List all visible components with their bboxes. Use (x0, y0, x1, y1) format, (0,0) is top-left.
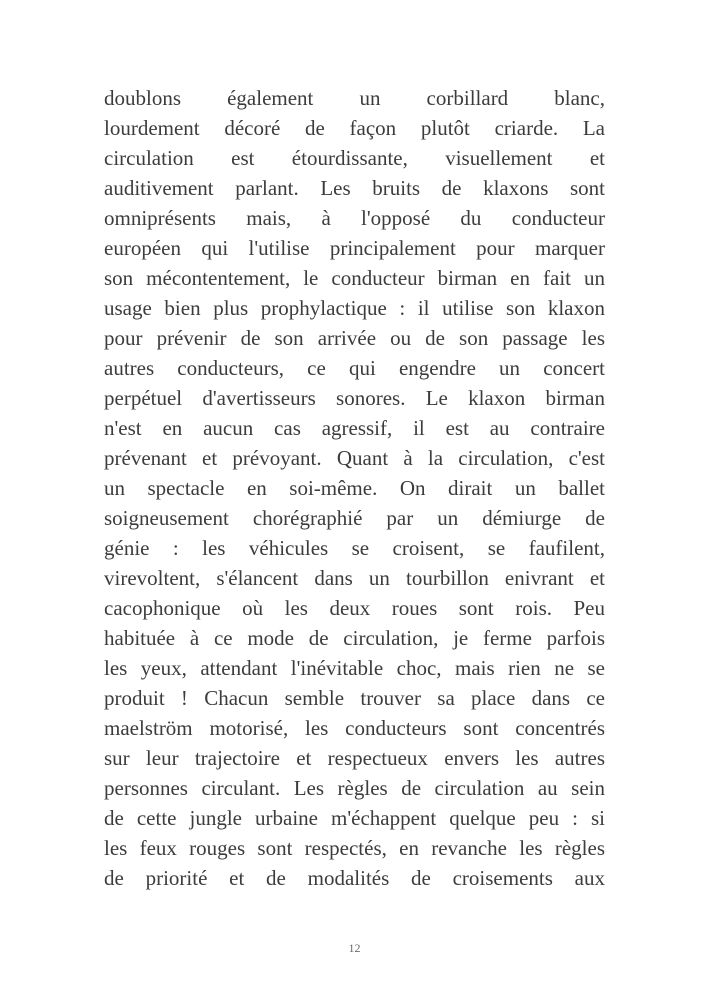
text-line: les feux rouges sont respectés, en revanche les règles (104, 836, 605, 860)
text-line: doublons également un corbillard blanc, (104, 86, 605, 110)
text-line: européen qui l'utilise principalement pour marquer (104, 236, 605, 260)
text-line: n'est en aucun cas agressif, il est au contraire (104, 416, 605, 440)
text-line: omniprésents mais, à l'opposé du conducteur (104, 206, 605, 230)
text-line: soigneusement chorégraphié par un démiurge de (104, 506, 605, 530)
text-line: les yeux, attendant l'inévitable choc, mais rien ne se (104, 656, 605, 680)
text-line: sur leur trajectoire et respectueux envers les autres (104, 746, 605, 770)
page-number: 12 (348, 941, 361, 955)
body-text (104, 83, 605, 893)
text-line: produit ! Chacun semble trouver sa place dans ce (104, 686, 605, 710)
text-line: personnes circulant. Les règles de circulation au sein (104, 776, 605, 800)
text-line: usage bien plus prophylactique : il utilise son klaxon (104, 296, 605, 320)
text-line: génie : les véhicules se croisent, se faufilent, (104, 536, 605, 560)
text-line: de cette jungle urbaine m'échappent quelque peu : si (104, 806, 605, 830)
text-line: de priorité et de modalités de croisements aux (104, 866, 605, 890)
text-line: virevoltent, s'élancent dans un tourbillon enivrant et (104, 566, 605, 590)
text-line: un spectacle en soi-même. On dirait un ballet (104, 476, 605, 500)
text-line: maelström motorisé, les conducteurs sont concentrés (104, 716, 605, 740)
text-line: circulation est étourdissante, visuellement et (104, 146, 605, 170)
text-line: habituée à ce mode de circulation, je ferme parfois (104, 626, 605, 650)
text-line: pour prévenir de son arrivée ou de son passage les (104, 326, 605, 350)
text-line: auditivement parlant. Les bruits de klaxons sont (104, 176, 605, 200)
text-line: prévenant et prévoyant. Quant à la circulation, c'est (104, 446, 605, 470)
text-line: lourdement décoré de façon plutôt criarde. La (104, 116, 605, 140)
text-line: autres conducteurs, ce qui engendre un concert (104, 356, 605, 380)
text-line: perpétuel d'avertisseurs sonores. Le klaxon birman (104, 386, 605, 410)
text-line: son mécontentement, le conducteur birman en fait un (104, 266, 605, 290)
text-line: cacophonique où les deux roues sont rois. Peu (104, 596, 605, 620)
